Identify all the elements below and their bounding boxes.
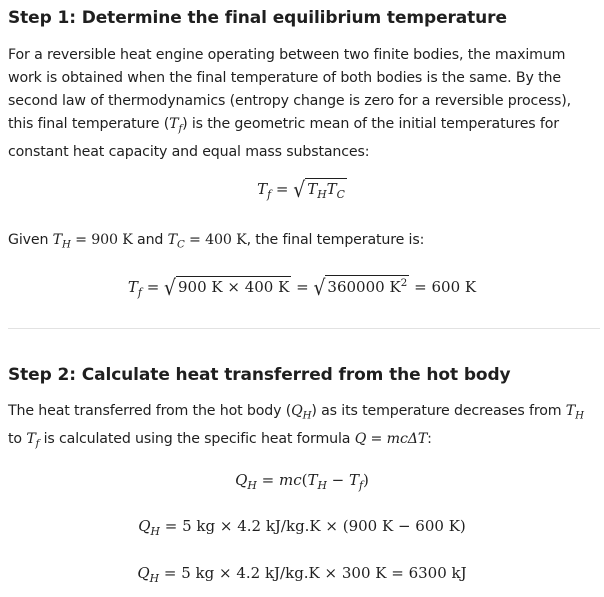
step2-heading: Step 2: Calculate heat transferred from the hot body [8,365,511,385]
given-line: Given $T_H = 900$ K and $T_C = 400$ K, the final temperature is: [8,232,425,251]
square-root: √ $T_HT_C$ [293,178,345,203]
final-temperature-calculation: $T_f$ = √ 900 K × 400 K = √ 360000 $K^2 = 600$ K [127,276,477,301]
geometric-mean-equation: $T_f$ = √ $T_HT_C$ [257,178,345,203]
heat-formula: Q = mcΔT [354,430,428,447]
step1-paragraph: For a reversible heat engine operating between two finite bodies, the maximum work is obtained when the final temperature of both bodies is the same. By the second law of thermodynamics (entropy change is zero for a reversible process), this final temperature $(T_f)$ is the geometric mean of the initial temperatures for constant heat capacity and equal mass substances: [8,47,572,160]
tc-value: = 400 K [189,232,247,248]
tf-symbol: $T_f$ [169,116,183,135]
heat-equation-symbolic: $Q_H = mc(T_H - T_f)$ [235,471,369,492]
heat-equation-result: $Q_H = 5$ kg × 4.2 kJ/kg.K × 300 K = 6300 kJ [137,564,467,585]
section-divider [8,328,600,329]
th-value: = 900 K [75,232,133,248]
heat-equation-substituted: $Q_H = 5$ kg × 4.2 kJ/kg.K × (900 K − 600 K) [138,517,466,538]
final-temperature-result: = 600 K [414,277,477,296]
step1-heading: Step 1: Determine the final equilibrium temperature [8,8,507,28]
step2-paragraph: The heat transferred from the hot body $(Q_H)$ as its temperature decreases from $T_H$ to $T_f$ is calculated using the specific heat formula Q = mcΔT: [8,403,584,450]
